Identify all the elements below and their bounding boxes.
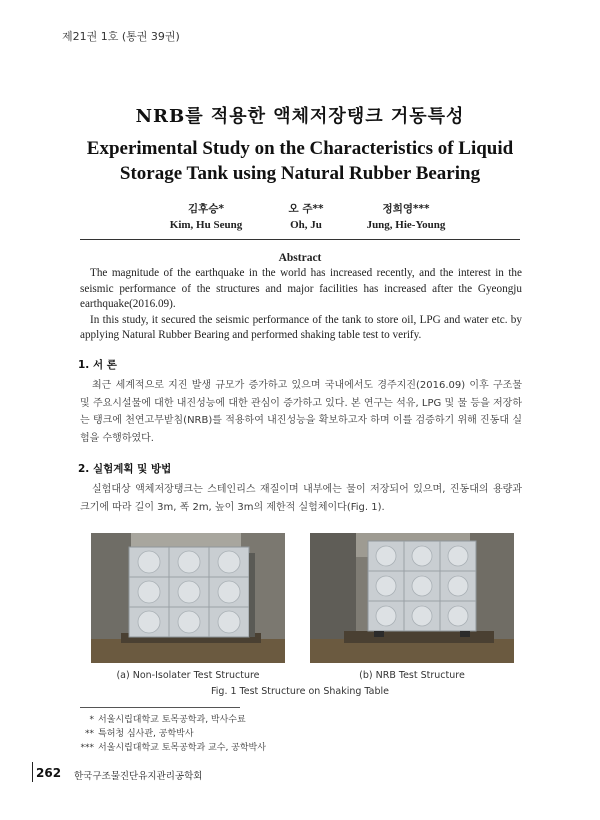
abstract-body (80, 266, 522, 344)
footnote-3 (76, 740, 266, 753)
photo-nrb (310, 533, 514, 663)
photo-non-isolator (91, 533, 285, 663)
tank-photo-a (91, 533, 285, 663)
author-name-ko: 오 주** (288, 203, 324, 215)
footnote-divider (80, 707, 240, 708)
title-korean: NRB를 적용한 액체저장탱크 거동특성 (135, 106, 465, 127)
page-number: 262 (36, 766, 62, 780)
subcaption-a: (a) Non-Isolater Test Structure (116, 670, 260, 681)
section-1-body: 최근 세계적으로 지진 발생 규모가 증가하고 있으며 국내에서도 경주지진(2016.09) 이후 구조물 및 주요시설물에 대한 내진성능에 대한 관심이 증가하고 있다. 본 연구는 석유, LPG 및 물 등을 저장하는 탱크에 천연고무받침(NRB)를 적용하여 내진성능을 확보하고자 하며 이를 검증하기 위해 진동대 실험을 수행하였다. (80, 380, 522, 444)
footnote-mark: *** (80, 743, 94, 753)
footnote-text: 서울시립대학교 토목공학과, 박사수료 (98, 715, 246, 725)
section-2-heading: 2. 실험계획 및 방법 (78, 463, 172, 475)
footnote-mark: ** (85, 729, 94, 739)
abstract-paragraph-1: The magnitude of the earthquake in the world has increased recently, and the interest in the seismic performance of the structures and major facilities has increased after the Gyeongju earthquake(2016.09). (80, 267, 522, 310)
title-divider (80, 239, 520, 240)
footnote-mark: * (89, 715, 94, 725)
section-1-heading: 1. 서 론 (78, 359, 117, 371)
tank-photo-b (310, 533, 514, 663)
journal-issue: 제21권 1호 (통권 39권) (62, 30, 180, 43)
subcaption-b: (b) NRB Test Structure (359, 670, 465, 681)
figure-caption: Fig. 1 Test Structure on Shaking Table (211, 686, 389, 697)
author-name-en: Kim, Hu Seung (169, 219, 243, 231)
author-name-ko: 김후승* (188, 203, 224, 215)
footnote-text: 특허청 심사관, 공학박사 (98, 729, 194, 739)
footnote-2 (76, 726, 194, 739)
section-2-body: 실험대상 액체저장탱크는 스테인리스 재질이며 내부에는 물이 저장되어 있으며, 진동대의 용량과 크기에 따라 길이 3m, 폭 2m, 높이 3m의 제한적 실험체이다(Fig. 1). (80, 484, 522, 513)
author-name-ko: 정희영*** (382, 203, 430, 215)
title-english: Experimental Study on the Characteristics of Liquid Storage Tank using Natural Rubber Bearing (86, 138, 514, 184)
author-3 (326, 201, 486, 231)
abstract-heading: Abstract (278, 252, 322, 264)
page-number-bar (32, 762, 33, 782)
author-name-en: Jung, Hie-Young (366, 219, 446, 231)
author-name-en: Oh, Ju (290, 219, 322, 231)
footnote-1 (76, 712, 246, 725)
footnote-text: 서울시립대학교 토목공학과 교수, 공학박사 (98, 743, 266, 753)
abstract-paragraph-2: In this study, it secured the seismic performance of the tank to store oil, LPG and water etc. by applying Natural Rubber Bearing and performed shaking table test to verify. (80, 313, 522, 341)
journal-name: 한국구조물진단유지관리공학회 (74, 771, 203, 782)
